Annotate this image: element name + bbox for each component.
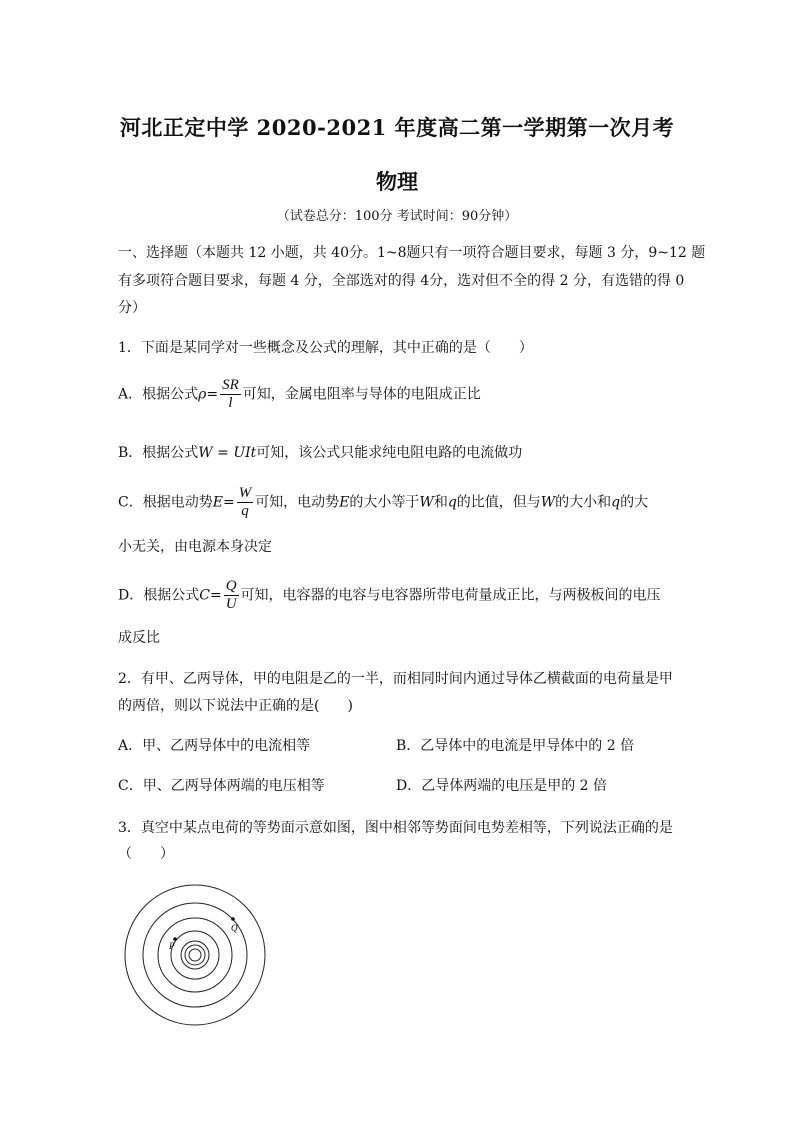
equals-sign: = xyxy=(209,587,222,604)
question-1-stem: 1．下面是某同学对一些概念及公式的理解，其中正确的是（ ） xyxy=(118,340,533,356)
rho-symbol: ρ xyxy=(198,386,207,403)
option-d-prefix: D．根据公式 xyxy=(118,587,200,604)
subject-title: 物理 xyxy=(376,169,418,194)
fraction-numerator: Q xyxy=(225,578,237,594)
question-1-option-a xyxy=(118,377,481,412)
option-a-suffix: 可知，金属电阻率与导体的电阻成正比 xyxy=(242,386,481,403)
question-1-option-b xyxy=(118,442,522,462)
capacitance-symbol: C xyxy=(199,587,210,604)
option-a-prefix: A．根据公式 xyxy=(118,386,199,403)
fraction-denominator: U xyxy=(225,596,237,612)
point-q-label: Q xyxy=(231,923,238,933)
equipotential-diagram xyxy=(120,880,270,1030)
question-1-option-c xyxy=(118,485,648,520)
option-c-text: 的大 xyxy=(620,494,649,511)
symbol-w: W xyxy=(540,494,556,511)
question-1-option-d xyxy=(118,578,661,613)
option-c-text: 和 xyxy=(433,494,448,511)
fraction-q-over-u xyxy=(224,578,239,613)
option-d-suffix: 可知，电容器的电容与电容器所带电荷量成正比，与两极板间的电压 xyxy=(240,587,661,604)
option-b-prefix: B．根据公式 xyxy=(118,445,199,461)
question-2-option-b: B．乙导体中的电流是甲导体中的 2 倍 xyxy=(396,738,635,754)
fraction-numerator: W xyxy=(238,485,252,501)
option-b-suffix: 可知，该公式只能求纯电阻电路的电流做功 xyxy=(256,445,523,461)
question-2-option-a: A．甲、乙两导体中的电流相等 xyxy=(118,738,311,754)
question-1-option-d-line-2: 成反比 xyxy=(118,630,160,646)
symbol-e: E xyxy=(339,494,350,511)
option-c-text: 可知，电动势 xyxy=(255,494,340,511)
work-formula: W = UIt xyxy=(198,445,257,461)
question-3-stem-line-1: 3．真空中某点电荷的等势面示意如图，图中相邻等势面间电势差相等，下列说法正确的是 xyxy=(118,820,673,836)
question-2-stem-line-1: 2．有甲、乙两导体，甲的电阻是乙的一半，而相同时间内通过导体乙横截面的电荷量是甲 xyxy=(118,671,673,687)
symbol-w: W xyxy=(419,494,434,511)
equipotential-ring-4 xyxy=(171,931,219,979)
option-c-prefix: C．根据电动势 xyxy=(118,494,213,511)
option-c-text: 的比值，但与 xyxy=(456,494,541,511)
option-c-text: 的大小和 xyxy=(555,494,612,511)
symbol-q: q xyxy=(447,494,457,511)
fraction-numerator: SR xyxy=(222,377,239,393)
question-3-stem-line-2: （ ） xyxy=(118,846,174,862)
fraction-w-over-q xyxy=(237,485,254,520)
equipotential-ring-6 xyxy=(185,945,205,965)
point-p-label: P xyxy=(169,941,175,951)
equals-sign: = xyxy=(206,386,219,403)
section-instructions-line-1: 一、选择题（本题共 12 小题，共 40分。1~8题只有一项符合题目要求，每题 3 分，9~12 题 xyxy=(118,245,706,261)
emf-symbol: E xyxy=(212,494,223,511)
equipotential-ring-1 xyxy=(125,885,265,1025)
exam-meta: （试卷总分：100分 考试时间：90分钟） xyxy=(276,209,518,224)
point-q-dot xyxy=(231,917,235,921)
question-2-option-d: D．乙导体两端的电压是甲的 2 倍 xyxy=(396,778,608,794)
fraction-sr-over-l xyxy=(220,377,241,412)
page-title: 河北正定中学 2020-2021 年度高二第一学期第一次月考 xyxy=(119,115,675,140)
question-2-stem-line-2: 的两倍，则以下说法中正确的是( ) xyxy=(118,698,353,714)
symbol-q: q xyxy=(611,494,621,511)
section-instructions-line-2: 有多项符合题目要求，每题 4 分，全部选对的得 4分，选对但不全的得 2 分，有选错的得 0 xyxy=(118,273,685,289)
equipotential-ring-3 xyxy=(158,918,232,992)
question-2-option-c: C．甲、乙两导体两端的电压相等 xyxy=(118,778,325,794)
section-instructions-line-3: 分） xyxy=(118,300,146,316)
fraction-denominator: l xyxy=(228,395,233,411)
question-1-option-c-line-2: 小无关，由电源本身决定 xyxy=(118,539,272,555)
equipotential-ring-7 xyxy=(189,949,201,961)
fraction-denominator: q xyxy=(241,503,249,519)
option-c-text: 的大小等于 xyxy=(349,494,420,511)
equals-sign: = xyxy=(222,494,235,511)
